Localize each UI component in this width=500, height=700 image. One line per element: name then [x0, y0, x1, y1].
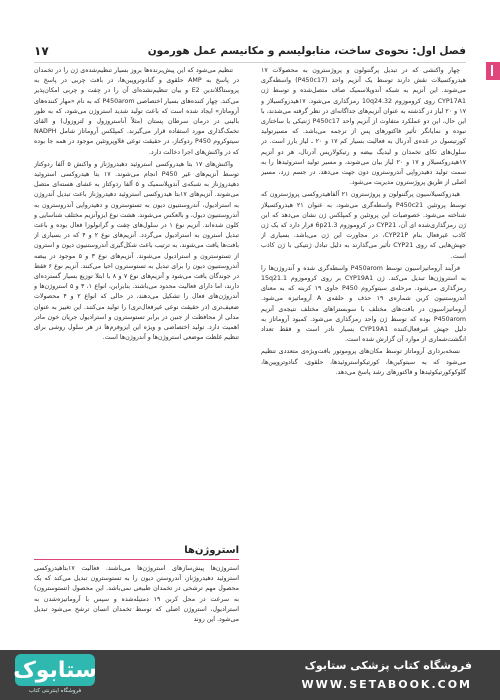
page-header	[34, 40, 466, 63]
footer-banner	[0, 650, 500, 700]
section-title: استروژن‌ها	[34, 545, 239, 560]
store-url-link[interactable]: WWW.SETABOOK.COM	[301, 678, 472, 691]
paragraph: نسخه‌برداری آروماتاز توسط مکان‌های پروموتور بافت‌ویژه‌ی متعددی تنظیم می‌شود که به سیتوکین‌ها، کورتیکواستروئیدها، حلقوی، گنادوتروپین‌ها، گلوکوکورتیکوئیدها و فاکتورهای رشد پاسخ می‌دهد.	[261, 348, 466, 376]
setabook-logo[interactable]	[12, 644, 98, 694]
page-number: ۱۷	[34, 44, 49, 58]
right-column	[261, 66, 466, 656]
store-name: فروشگاه کتاب پزشکی ستابوک	[304, 659, 472, 672]
chapter-title: فصل اول: نحوه‌ی ساخت، متابولیسم و مکانیسم عمل هورمون	[147, 45, 466, 57]
chapter-side-tab	[486, 62, 500, 80]
logo-mark: ستابوک	[15, 654, 95, 686]
paragraph: هیدروکسیلاسیون پرگننولون و پروژسترون ۲۱ آلفاهیدروکسی پروژسترون که توسط پروتئین P450c21 واسطه‌گری می‌شود، به عنوان ۲۱ هیدروکسیلاز شناخته می‌شود. خصوصیات این پروتئین و کمپلکس ژن نشان می‌دهد که این ژن رمزگذاری‌شده ای آن، CYP21 در کروموزوم 6p21.3 قرار دارد که یک ژن کاذب غیرفعال بنام CYP21P، در مجاورت این ژن می‌باشد. بسیاری از جهش‌هایی که روی CYP21 تأثیر می‌گذارند به دلیل تبادل ژنتیکی با ژن کاذب است.	[261, 191, 466, 260]
paragraph: چهار واکنشی که در تبدیل پرگننولون و پروژسترون به محصولات ۱۷ هیدروکسیلات نقش دارند توسط یک آنزیم واحد (P450c17) واسطه‌گری می‌شوند. این آنزیم به شبکه آندوپلاسمیک صاف متصل‌شده و توسط ژن CYP17A1 روی کروموزوم 10q24.32 رمزگذاری می‌شود. ۱۷هیدروکسیلاز و ۱۷ و ۲۰ لیاز در گذشته به عنوان آنزیم‌های جداگانه‌ای در نظر گرفته می‌شدند، با این حال، این دو عملکرد متفاوت از آنزیم واحد P450c17 ژنتیکی یا ساختاری نبوده و نمایانگر تأثیر فاکتورهای پس از ترجمه می‌باشد. که مسیرتولید کورتیسول در غده‌ی آدرنال به فعالیت بسیار کم ۱۷ و ۲۰ ـ لیاز بارز است. در سلول‌های تکای تخمدان و لیدیگ بیضه و رتیکولاریس آدرنال، هر دو آنزیم ۱۷هیدروکسیلاز و ۱۷ و ۲۰ لیاز بیان می‌شوند، و مسیر تولید استروئیدها را به سمت تولید دهیدرواپی آندروسترون دون جهت می‌دهد. در جسم زرد، مسیر اصلی از طریق پروژسترون مدیریت می‌شود.	[261, 67, 466, 187]
estrogens-section	[34, 545, 239, 644]
left-column	[34, 66, 239, 536]
paragraph: فرآیند آروماتیزاسیون توسط P450arom واسطه‌گری شده و آندروژن‌ها را به استروژن‌ها تبدیل می‌کند. ژن CYP19A1 بر روی کروموزوم 15q21.1 رمزگذاری می‌شود. مرحله‌ی سیتوکروم P450 حاوی ۱۹ کربنه که به معنای آندروستنیون کربن شماره‌ی ۱۹ حذف و حلقه‌ی A آروماتیزه می‌شود. آروماتیزاسیون در بافت‌های مختلف با سوبستراهای مختلف نتیجه‌ی آنزیم P450arom بوده که توسط ژن واحد رمزگذاری می‌شود. کمبود آروماتاز به دلیل جهش غیرفعال‌کننده CYP19A1 بسیار نادر است و فقط تعداد انگشت‌شماری از موارد آن گزارش شده است.	[261, 264, 466, 344]
section-body: استروژن‌ها پیش‌سازهای استروژن‌ها می‌باشند. فعالیت ۱۷بتاهیدروکسی استروئید دهیدروژناز، آندروستن دیون را به تستوسترون تبدیل می‌کند که یک محصول مهم ترشحی در تخمدان طبیعی نمی‌باشد. این محصول (تستوسترون) به سرعت در محل کربن ۱۹ دمتیله‌شده و سپس با آروماتیزه‌شدن به استرادیول، استروژن اصلی که توسط تخمدان انسان ترشح می‌شود تبدیل می‌شود. این روند	[34, 565, 239, 624]
paragraph: واکنش‌های ۱۷ بتا هیدروکسی استروئید دهیدروژناز و واکنش ۵ آلفا ردوکتاز توسط آنزیم‌های غیر P450 انجام می‌شوند. ۱۷ بتا هیدروکسی استروئید دهیدروژناز به شبکه‌ی آندوپلاسمیک و ۵ آلفا ردوکتاز به غشای هسته‌ای متصل می‌شوند. آنزیم‌های ۱۷بتا هیدروکسی استروئید دهیدروژناز باعث تبدیل آندروژن به استرادیول، آندروستنیون دیون به تستوسترون و دهیدرواپی آندروسترون به آندروستنیون دیول، و بالعکس می‌شوند. هشت نوع ایزوآنزیم مختلف شناسایی و کلون شده‌اند. آنزیم نوع ۱ در سلول‌های چفت و گرانولوزا فعال بوده و باعث تبدیل استرون به استرادیول می‌گردد. آنزیم‌های نوع ۲ و ۴ که در بسیاری از بافت‌ها یافت می‌شوند، به ترتیب باعث شکل‌گیری آندروستنیون دیون و استرون از تستوسترون و استرادیول می‌شوند. آنزیم‌های نوع ۳ و ۵ موجود در بیضه آندروستنیون دیون را برای تبدیل به تستوسترون احیا می‌کنند. آنزیم نوع ۶ فقط در جوندگان یافت می‌شود و آنزیم‌های نوع ۷ و ۸ با ابتلا توزیع بسیار گسترده‌ای دارند، اما دارای فعالیت محدود می‌باشند. بنابراین، انواع ۱، ۳ و ۵ استروژن‌ها و آندروژن‌های فعال را تشکیل می‌دهند، در حالی که انواع ۲ و ۴ محصولات ضعیف‌تری (در حقیقت نوعی غیرفعال‌تری) را تولید می‌کنند. این تغییر به عنوان مدلی از محافظت از جنین در برابر تستوسترون و استرادیول جریان خون مادر اهمیت دارد. تولید اختصاصی و ویژه این ایزوفرم‌ها در هر سلول روشی برای تنظیم غلظت موضعی استروژن‌ها و آندروژن‌ها است.	[34, 160, 239, 342]
paragraph: تنظیم می‌شود که این پیش‌برنده‌ها بروز بسیار تنظیم‌شده‌ی ژن را در تخمدان در پاسخ به AMP حلقوی و گنادوتروپین‌ها، در بافت چربی در پاسخ به پروستاگلاندین E2 و بیان تنظیم‌نشده‌ای آن را در چفت و چربی امکان‌پذیر می‌کند. چهار کننده‌های بسیار اختصاصی P450arom که به نام «مهار کننده‌های آروماتاز» ایجاد شده است که باعث تولید شدید استروژن می‌شود، که به طور بالینی در درمان سرطان پستان (مثلاً آناستروزول و لتروزول) و القای تخمک‌گذاری مورد استفاده قرار می‌گیرند. کمپلکس آروماتاز شامل NADPH سیتوکروم P450 ردوکتاز، در حقیقت توعی فلاوپروتئین موجود در همه جا بوده که در واکنش‌های اجرا دخالت دارد.	[34, 67, 239, 156]
logo-subtitle: فروشگاه اینترنتی کتاب	[28, 688, 82, 694]
